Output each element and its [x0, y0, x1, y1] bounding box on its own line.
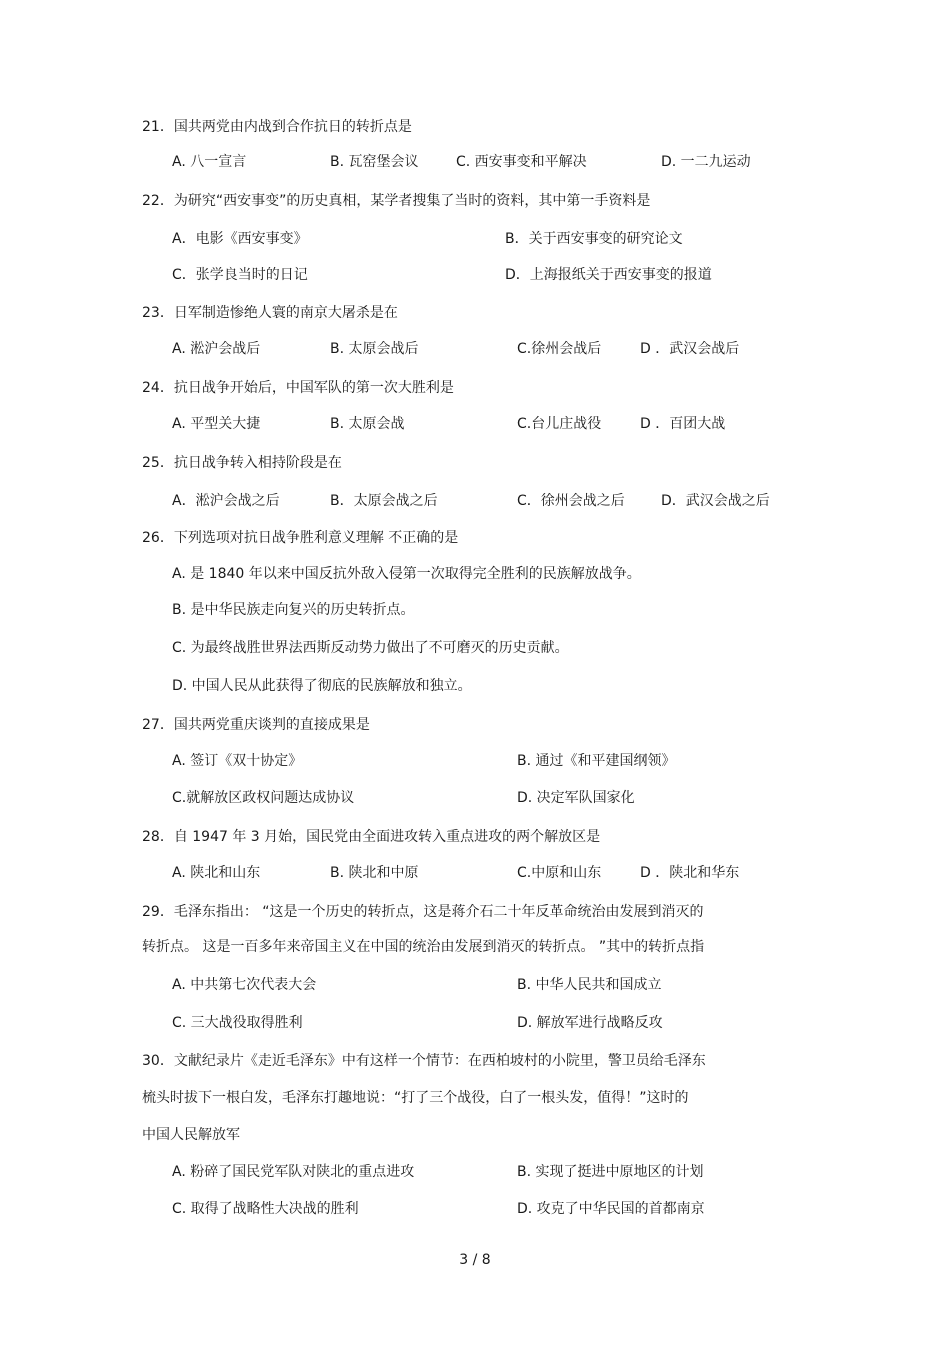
question-21-option-c: C. 西安事变和平解决: [456, 154, 587, 170]
question-30-option-c: C. 取得了战略性大决战的胜利: [172, 1201, 359, 1217]
question-23-stem: 23．日军制造惨绝人寰的南京大屠杀是在: [142, 305, 398, 321]
question-24-option-b: B. 太原会战: [330, 416, 405, 432]
question-23-option-c: C.徐州会战后: [517, 341, 602, 357]
question-26-option-c: C. 为最终战胜世界法西斯反动势力做出了不可磨灭的历史贡献。: [172, 640, 569, 656]
question-22-option-b: B．关于西安事变的研究论文: [505, 231, 683, 247]
question-30-stem-line-3: 中国人民解放军: [142, 1127, 240, 1143]
question-28-option-b: B. 陕北和中原: [330, 865, 419, 881]
question-27-option-a: A. 签订《双十协定》: [172, 753, 303, 769]
question-29-option-d: D. 解放军进行战略反攻: [517, 1015, 663, 1031]
question-25-option-d: D．武汉会战之后: [661, 493, 770, 509]
question-27-stem: 27．国共两党重庆谈判的直接成果是: [142, 717, 370, 733]
question-29-stem-line-1: 29．毛泽东指出： “这是一个历史的转折点，这是蒋介石二十年反革命统治由发展到消灭的: [142, 904, 704, 920]
question-27-option-b: B. 通过《和平建国纲领》: [517, 753, 676, 769]
question-28-option-d: D ．陕北和华东: [640, 865, 740, 881]
question-26-option-b: B. 是中华民族走向复兴的历史转折点。: [172, 602, 415, 618]
question-27-option-d: D. 决定军队国家化: [517, 790, 635, 806]
question-24-option-a: A. 平型关大捷: [172, 416, 261, 432]
question-22-option-d: D．上海报纸关于西安事变的报道: [505, 267, 712, 283]
question-30-option-b: B. 实现了挺进中原地区的计划: [517, 1164, 704, 1180]
question-25-stem: 25．抗日战争转入相持阶段是在: [142, 455, 342, 471]
question-30-stem-line-2: 梳头时拔下一根白发，毛泽东打趣地说：“打了三个战役，白了一根头发，值得！”这时的: [142, 1090, 689, 1106]
page-number: 3 / 8: [459, 1252, 491, 1268]
question-24-option-d: D ．百团大战: [640, 416, 726, 432]
question-25-option-c: C．徐州会战之后: [517, 493, 625, 509]
question-26-option-d: D. 中国人民从此获得了彻底的民族解放和独立。: [172, 678, 472, 694]
question-29-option-a: A. 中共第七次代表大会: [172, 977, 317, 993]
question-21-stem: 21．国共两党由内战到合作抗日的转折点是: [142, 119, 412, 135]
question-22-option-c: C．张学良当时的日记: [172, 267, 308, 283]
question-29-option-c: C. 三大战役取得胜利: [172, 1015, 303, 1031]
question-29-stem-line-2: 转折点。 这是一百多年来帝国主义在中国的统治由发展到消灭的转折点。 ”其中的转折点指: [142, 939, 705, 955]
question-28-option-c: C.中原和山东: [517, 865, 602, 881]
question-21-option-a: A. 八一宣言: [172, 154, 247, 170]
question-28-stem: 28．自 1947 年 3 月始，国民党由全面进攻转入重点进攻的两个解放区是: [142, 829, 601, 845]
question-26-option-a: A. 是 1840 年以来中国反抗外敌入侵第一次取得完全胜利的民族解放战争。: [172, 566, 641, 582]
question-22-option-a: A．电影《西安事变》: [172, 231, 308, 247]
question-26-stem: 26．下列选项对抗日战争胜利意义理解 不正确的是: [142, 530, 459, 546]
question-23-option-b: B. 太原会战后: [330, 341, 419, 357]
question-24-stem: 24．抗日战争开始后，中国军队的第一次大胜利是: [142, 380, 454, 396]
question-22-stem: 22．为研究“西安事变”的历史真相，某学者搜集了当时的资料，其中第一手资料是: [142, 193, 651, 209]
question-23-option-d: D ．武汉会战后: [640, 341, 740, 357]
question-25-option-a: A．淞沪会战之后: [172, 493, 280, 509]
question-21-option-d: D. 一二九运动: [661, 154, 751, 170]
question-21-option-b: B. 瓦窑堡会议: [330, 154, 419, 170]
question-27-option-c: C.就解放区政权问题达成协议: [172, 790, 355, 806]
question-28-option-a: A. 陕北和山东: [172, 865, 261, 881]
question-30-option-d: D. 攻克了中华民国的首都南京: [517, 1201, 705, 1217]
question-24-option-c: C.台儿庄战役: [517, 416, 602, 432]
question-29-option-b: B. 中华人民共和国成立: [517, 977, 662, 993]
question-25-option-b: B．太原会战之后: [330, 493, 438, 509]
question-30-option-a: A. 粉碎了国民党军队对陕北的重点进攻: [172, 1164, 415, 1180]
question-30-stem-line-1: 30．文献纪录片《走近毛泽东》中有这样一个情节：在西柏坡村的小院里，警卫员给毛泽东: [142, 1053, 706, 1069]
question-23-option-a: A. 淞沪会战后: [172, 341, 261, 357]
